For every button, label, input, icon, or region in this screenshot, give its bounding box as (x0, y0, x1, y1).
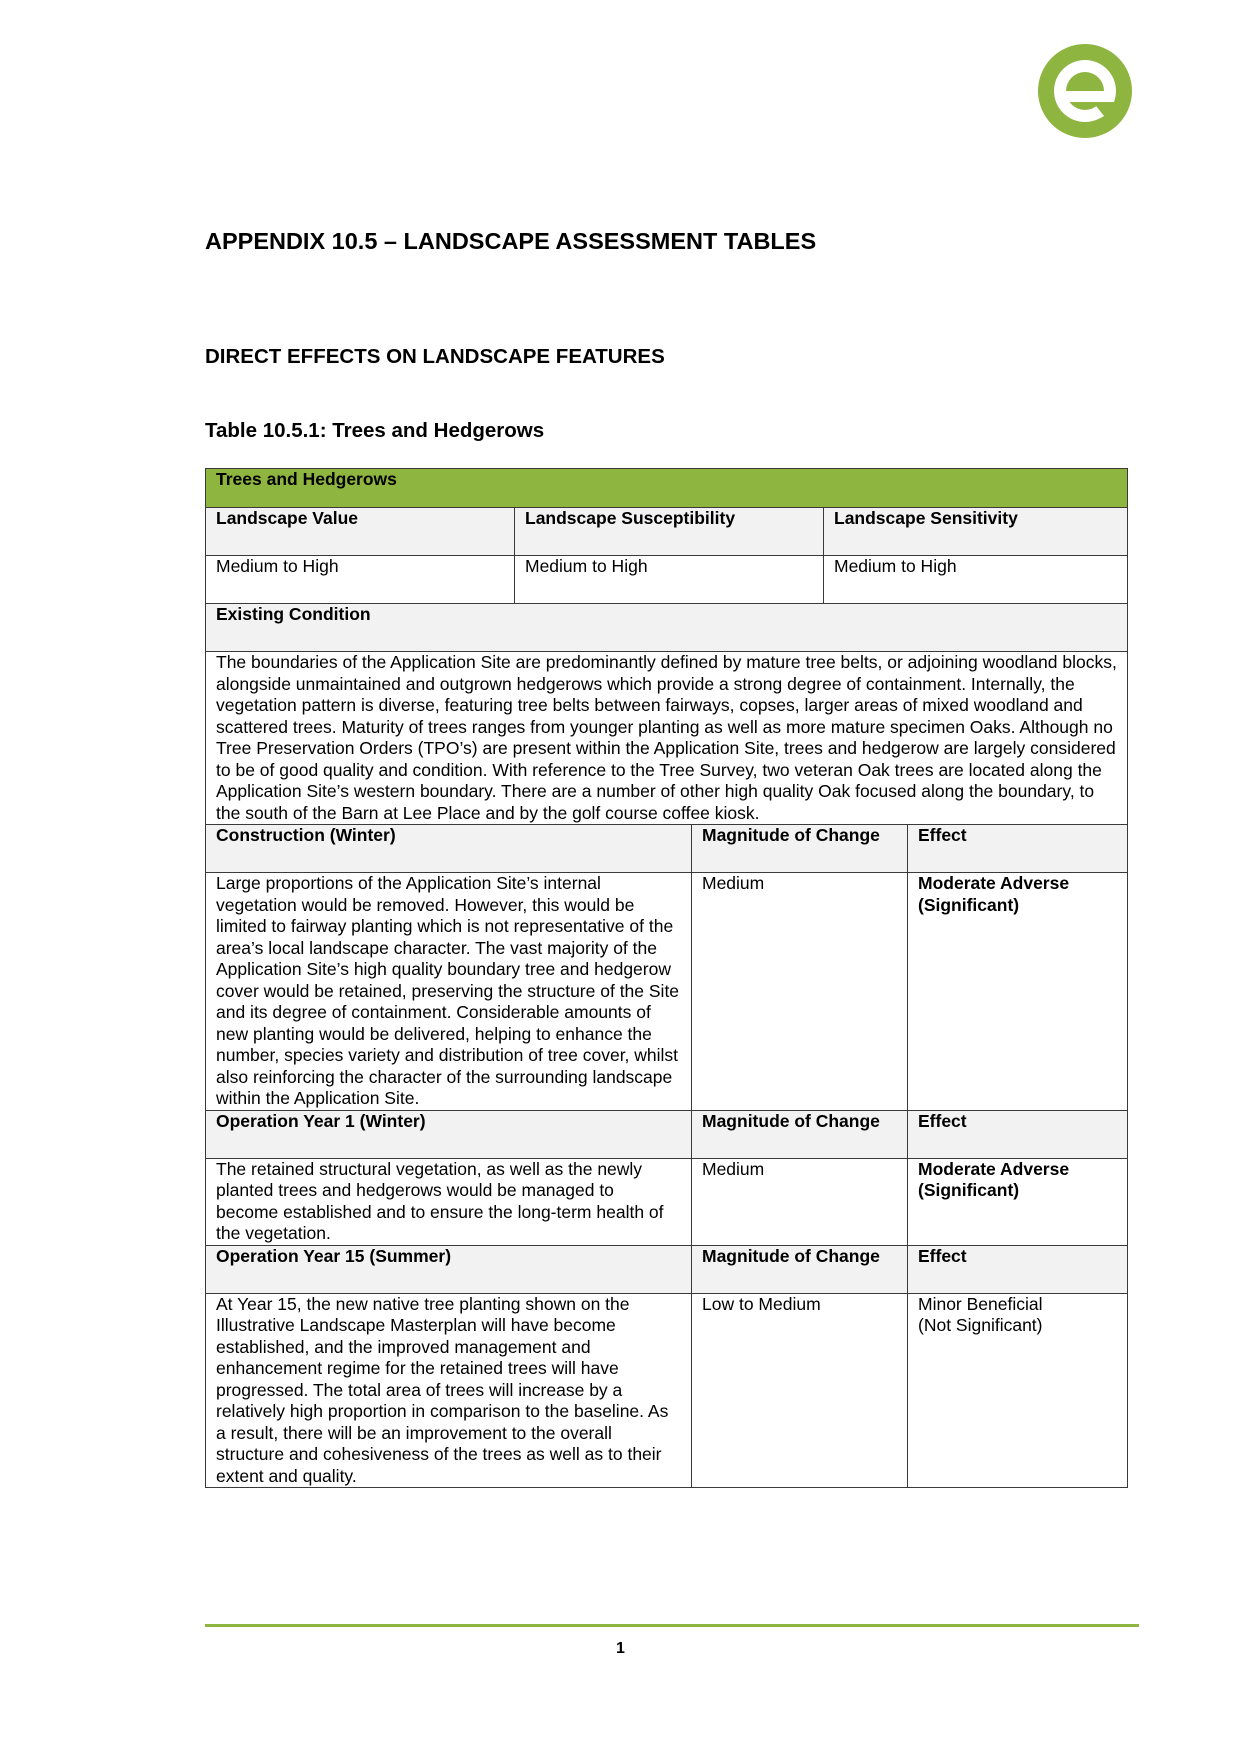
phase-heading: Construction (Winter) (206, 825, 692, 873)
magnitude-value: Medium (692, 1158, 908, 1245)
phase-row (206, 1293, 1128, 1488)
effect-value (908, 1158, 1128, 1245)
sensitivity-value-row (206, 556, 1128, 604)
sensitivity-header-row (206, 508, 1128, 556)
effect-header: Effect (908, 1110, 1128, 1158)
effect-line: Moderate Adverse (918, 1158, 1070, 1179)
phase-header-row (206, 1245, 1128, 1293)
landscape-value: Medium to High (206, 556, 515, 604)
phase-row (206, 873, 1128, 1111)
effect-line: Moderate Adverse (918, 873, 1070, 893)
footer-divider (205, 1624, 1139, 1627)
landscape-susceptibility-header: Landscape Susceptibility (515, 508, 824, 556)
phase-description: The retained structural vegetation, as well as the newly planted trees and hedgerows would be managed to become established and to ensure the long-term health of the vegetation. (206, 1158, 692, 1245)
effect-line: (Not Significant) (918, 1315, 1043, 1335)
effect-line: (Significant) (918, 1180, 1020, 1200)
existing-condition-text: The boundaries of the Application Site are predominantly defined by mature tree belts, or adjoining woodland blocks, alongside unmaintained and outgrown hedgerows which provide a strong degree of containment. Internally, the vegetation pattern is diverse, featuring tree belts between fairways, copses, larger areas of mixed woodland and scattered trees. Maturity of trees ranges from younger planting as well as more mature specimen Oaks. Although no Tree Preservation Orders (TPO’s) are present within the Application Site, trees and hedgerow are largely considered to be of good quality and condition. With reference to the Tree Survey, two veteran Oak trees are located along the Application Site’s western boundary. There are a number of other high quality Oak focused along the boundary, to the south of the Barn at Lee Place and by the golf course coffee kiosk. (206, 652, 1128, 825)
landscape-sensitivity: Medium to High (824, 556, 1128, 604)
magnitude-header: Magnitude of Change (692, 825, 908, 873)
effect-value (908, 1293, 1128, 1488)
effect-header: Effect (908, 825, 1128, 873)
magnitude-value: Medium (692, 873, 908, 1111)
existing-condition-header-row (206, 604, 1128, 652)
section-title: DIRECT EFFECTS ON LANDSCAPE FEATURES (205, 345, 665, 368)
logo-e-icon (1038, 44, 1132, 138)
effect-line: Minor Beneficial (918, 1293, 1043, 1314)
phase-heading: Operation Year 1 (Winter) (206, 1110, 692, 1158)
magnitude-header: Magnitude of Change (692, 1245, 908, 1293)
phase-heading: Operation Year 15 (Summer) (206, 1245, 692, 1293)
phase-row (206, 1158, 1128, 1245)
page-number: 1 (616, 1640, 625, 1657)
phase-header-row (206, 825, 1128, 873)
table-heading-row (206, 469, 1128, 508)
landscape-value-header: Landscape Value (206, 508, 515, 556)
landscape-susceptibility: Medium to High (515, 556, 824, 604)
table-caption: Table 10.5.1: Trees and Hedgerows (205, 419, 545, 442)
effect-line: (Significant) (918, 894, 1020, 915)
magnitude-header: Magnitude of Change (692, 1110, 908, 1158)
effect-header: Effect (908, 1245, 1128, 1293)
existing-condition-row (206, 652, 1128, 825)
magnitude-value: Low to Medium (692, 1293, 908, 1488)
phase-description: At Year 15, the new native tree planting shown on the Illustrative Landscape Masterplan will have become established, and the improved management and enhancement regime for the retained trees will have progressed. The total area of trees will increase by a relatively high proportion in comparison to the baseline. As a result, there will be an improvement to the overall structure and cohesiveness of the trees as well as to their extent and quality. (206, 1293, 692, 1488)
assessment-table (205, 468, 1128, 1488)
phase-header-row (206, 1110, 1128, 1158)
effect-value (908, 873, 1128, 1111)
phase-description: Large proportions of the Application Site’s internal vegetation would be removed. However, this would be limited to fairway planting which is not representative of the area’s local landscape character. The vast majority of the Application Site’s high quality boundary tree and hedgerow cover would be retained, preserving the structure of the Site and its degree of containment. Considerable amounts of new planting would be delivered, helping to enhance the number, species variety and distribution of tree cover, whilst also reinforcing the character of the surrounding landscape within the Application Site. (206, 873, 692, 1111)
document-title: APPENDIX 10.5 – LANDSCAPE ASSESSMENT TABLES (205, 228, 817, 254)
table-heading: Trees and Hedgerows (206, 469, 1128, 508)
landscape-sensitivity-header: Landscape Sensitivity (824, 508, 1128, 556)
existing-condition-header: Existing Condition (206, 604, 1128, 652)
